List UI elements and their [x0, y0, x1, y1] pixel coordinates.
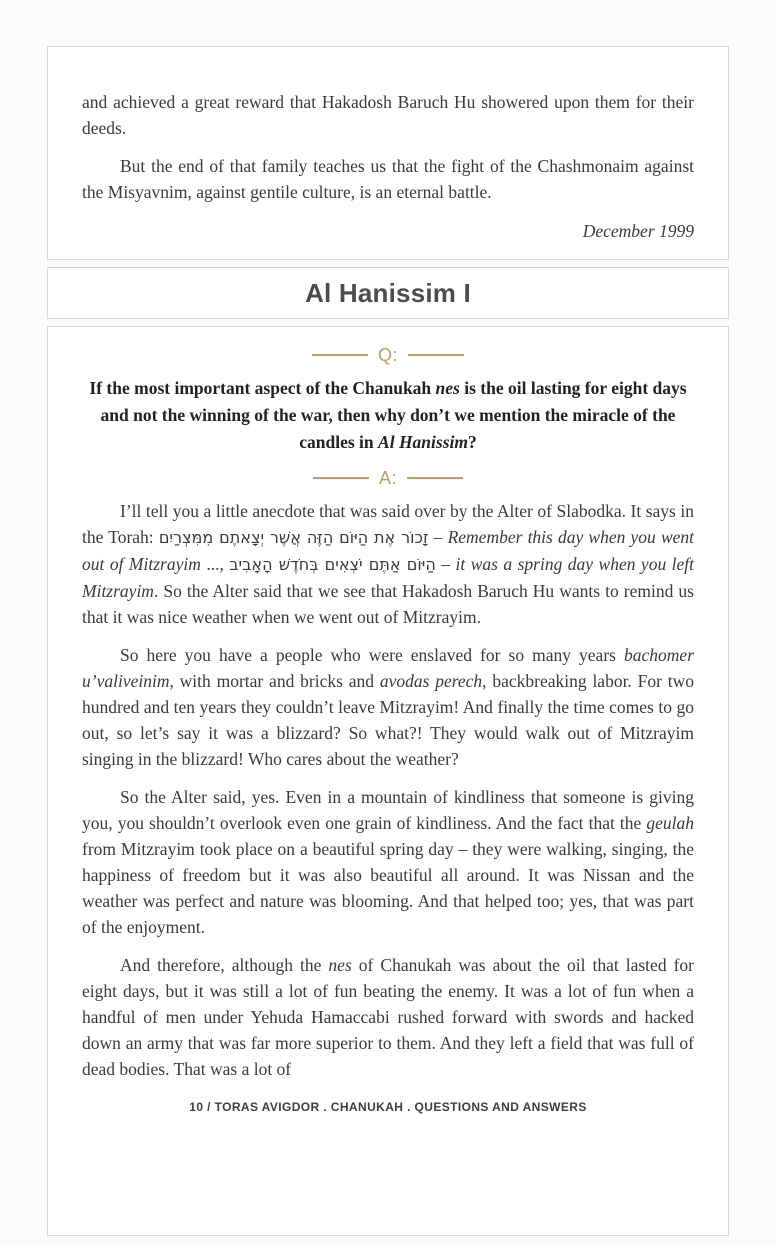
text-run: ..., — [200, 554, 230, 574]
page-background — [0, 46, 776, 1246]
text-run: – — [428, 527, 448, 547]
italic-text: geulah — [646, 813, 694, 833]
page-footer: 10 / TORAS AVIGDOR . CHANUKAH . QUESTIONS AND ANSWERS — [189, 1100, 587, 1114]
marker-dash — [407, 477, 463, 479]
italic-text: it was a spring day when you left Mitzrayim — [82, 554, 695, 601]
dateline: December 1999 — [582, 221, 694, 241]
italic-text: bachomer u’valiveinim — [82, 645, 694, 691]
text-run: , backbreaking labor. For two hundred and ten years they couldn’t leave Mitzrayim! And finally the time comes to go out, so let’s say it was a blizzard? So what?! They would walk out of Mitzrayim singing in the blizzard! Who cares about the weather? — [82, 671, 694, 769]
italic-text: nes — [328, 955, 352, 975]
marker-dash — [408, 354, 464, 356]
text-run: ? — [468, 432, 477, 452]
answer-paragraph — [82, 952, 694, 1082]
previous-article-end-box — [47, 46, 729, 260]
hebrew-text: הַיּוֹם אַתֶּם יֹצְאִים בְּחֹדֶשׁ הָאָבִיב — [229, 555, 436, 574]
text-run: And therefore, although the — [120, 955, 329, 975]
question-marker — [82, 345, 694, 365]
text-run: is the oil lasting for eight days and not the winning of the war, then why don’t we mention the miracle of the candles in — [100, 378, 687, 452]
italic-text: Al Hanissim — [378, 432, 468, 452]
paragraph — [82, 89, 694, 141]
answer-label: A: — [378, 468, 397, 488]
text-run: I’ll tell you a little anecdote that was said over by the Alter of Slabodka. It says in the Torah: — [82, 501, 694, 547]
question-text — [82, 375, 694, 456]
section-header-box — [47, 267, 729, 319]
marker-dash — [313, 477, 369, 479]
hebrew-text: זָכוֹר אֶת הַיּוֹם הַזֶּה אֲשֶׁר יְצָאתֶם מִמִּצְרַיִם — [158, 528, 429, 547]
text-run: . So the Alter said that we see that Hakadosh Baruch Hu wants to remind us that it was nice weather when we went out of Mitzrayim. — [82, 581, 694, 627]
text-run: So here you have a people who were enslaved for so many years — [120, 645, 625, 665]
text-run: of Chanukah was about the oil that lasted for eight days, but it was still a lot of fun beating the enemy. It was a lot of fun when a handful of men under Yehuda Hamaccabi rushed forward with swords and hacked down an army that was far more superior to them. And they left a field that was full of dead bodies. That was a lot of — [82, 955, 695, 1079]
text-run: But the end of that family teaches us that the fight of the Chashmonaim against the Misyavnim, against gentile culture, is an eternal battle. — [82, 156, 694, 202]
text-run: , with mortar and bricks and — [169, 671, 380, 691]
text-run: So the Alter said, yes. Even in a mountain of kindliness that someone is giving you, you shouldn’t overlook even one grain of kindliness. And the fact that the — [82, 787, 694, 833]
question-label: Q: — [377, 345, 398, 365]
section-title: Al Hanissim I — [305, 278, 471, 308]
answer-paragraph — [82, 784, 694, 940]
italic-text: avodas perech — [379, 671, 483, 691]
text-run: and achieved a great reward that Hakadosh Baruch Hu showered upon them for their deeds. — [82, 92, 694, 138]
text-run: – — [435, 554, 456, 574]
marker-dash — [312, 354, 368, 356]
text-run: from Mitzrayim took place on a beautiful spring day – they were walking, singing, the happiness of freedom but it was also beautiful all around. It was Nissan and the weather was perfect and nature was blooming. And that helped too; yes, that was part of the enjoyment. — [82, 839, 694, 937]
paragraph — [82, 153, 694, 205]
italic-text: nes — [435, 378, 460, 398]
answer-paragraph — [82, 498, 694, 630]
text-run: If the most important aspect of the Chanukah — [89, 378, 436, 398]
answer-paragraph — [82, 642, 694, 772]
answer-marker — [82, 468, 694, 488]
italic-text: Remember this day when you went out of Mitzrayim — [82, 527, 695, 574]
question-answer-box — [47, 326, 729, 1236]
